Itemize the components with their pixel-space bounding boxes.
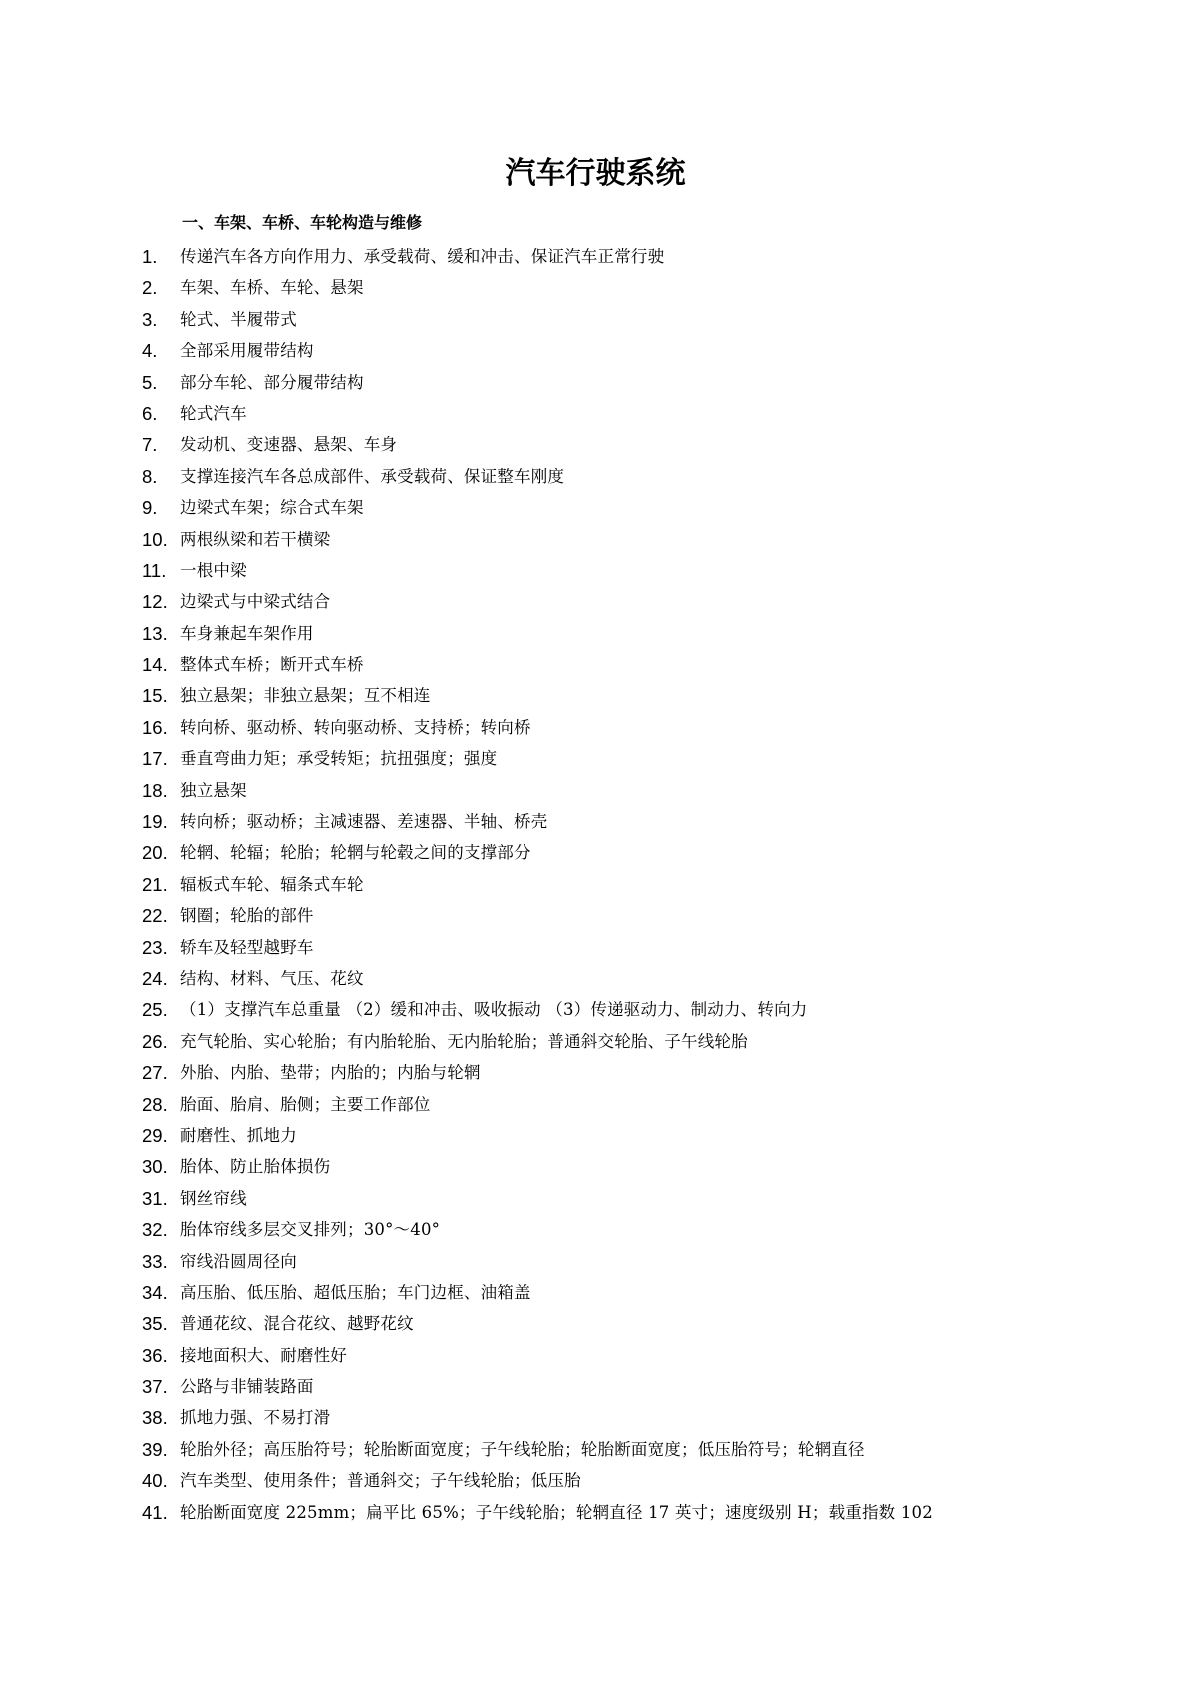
item-text: 独立悬架 xyxy=(180,780,247,800)
item-number: 4. xyxy=(142,340,158,362)
list-item xyxy=(142,1308,1142,1339)
item-number: 14. xyxy=(142,654,168,676)
item-text: 辐板式车轮、辐条式车轮 xyxy=(180,874,364,894)
item-number: 28. xyxy=(142,1093,168,1115)
item-text: 钢丝帘线 xyxy=(180,1188,247,1208)
item-text: 独立悬架；非独立悬架；互不相连 xyxy=(180,686,431,706)
list-item xyxy=(142,963,1142,994)
item-number: 39. xyxy=(142,1438,168,1460)
list-item xyxy=(142,1183,1142,1214)
item-number: 21. xyxy=(142,873,168,895)
item-number: 25. xyxy=(142,999,168,1021)
item-number: 35. xyxy=(142,1313,168,1335)
item-number: 17. xyxy=(142,748,168,770)
item-text: 转向桥、驱动桥、转向驱动桥、支持桥；转向桥 xyxy=(180,717,531,737)
item-number: 11. xyxy=(142,559,167,581)
item-number: 20. xyxy=(142,842,168,864)
item-number: 34. xyxy=(142,1281,168,1303)
list-item xyxy=(142,1277,1142,1308)
item-number: 32. xyxy=(142,1219,168,1241)
item-number: 10. xyxy=(142,528,168,550)
item-text: 边梁式与中梁式结合 xyxy=(180,592,331,612)
item-text: 钢圈；轮胎的部件 xyxy=(180,906,314,926)
item-number: 15. xyxy=(142,685,168,707)
item-text: 轮胎断面宽度 225mm；扁平比 65%；子午线轮胎；轮辋直径 17 英寸；速度级别 H；载重指数 102 xyxy=(180,1502,933,1522)
item-number: 22. xyxy=(142,905,168,927)
list-item xyxy=(142,304,1142,335)
list-item xyxy=(142,1026,1142,1057)
item-number: 1. xyxy=(142,246,158,267)
item-number: 36. xyxy=(142,1344,168,1366)
item-number: 29. xyxy=(142,1124,168,1146)
item-text: 汽车类型、使用条件；普通斜交；子午线轮胎；低压胎 xyxy=(180,1471,581,1491)
list-item xyxy=(142,461,1142,492)
item-text: 胎面、胎肩、胎侧；主要工作部位 xyxy=(180,1094,431,1114)
item-number: 13. xyxy=(142,622,168,644)
list-item xyxy=(142,1402,1142,1433)
item-number: 2. xyxy=(142,277,158,299)
item-text: 轮式汽车 xyxy=(180,403,247,423)
list-item xyxy=(142,1151,1142,1182)
item-text: 轮胎外径；高压胎符号；轮胎断面宽度；子午线轮胎；轮胎断面宽度；低压胎符号；轮辋直径 xyxy=(180,1439,865,1459)
list-item xyxy=(142,869,1142,900)
list-item xyxy=(142,743,1142,774)
item-text: 胎体、防止胎体损伤 xyxy=(180,1157,331,1177)
answer-list xyxy=(142,241,1142,1528)
item-text: 转向桥；驱动桥；主减速器、差速器、半轴、桥壳 xyxy=(180,812,548,832)
list-item xyxy=(142,1214,1142,1245)
list-item xyxy=(142,335,1142,366)
list-item xyxy=(142,272,1142,303)
list-item xyxy=(142,1371,1142,1402)
item-text: 胎体帘线多层交叉排列；30°～40° xyxy=(180,1220,441,1240)
item-text: 结构、材料、气压、花纹 xyxy=(180,968,364,988)
item-number: 33. xyxy=(142,1250,168,1272)
item-number: 37. xyxy=(142,1376,168,1398)
item-number: 23. xyxy=(142,936,168,958)
item-text: 支撑连接汽车各总成部件、承受载荷、保证整车刚度 xyxy=(180,466,565,486)
item-text: 传递汽车各方向作用力、承受载荷、缓和冲击、保证汽车正常行驶 xyxy=(180,247,665,266)
item-text: 轿车及轻型越野车 xyxy=(180,937,314,957)
item-text: 耐磨性、抓地力 xyxy=(180,1125,297,1145)
item-number: 38. xyxy=(142,1407,168,1429)
item-text: （1）支撑汽车总重量 （2）缓和冲击、吸收振动 （3）传递驱动力、制动力、转向力 xyxy=(180,1000,808,1020)
item-number: 31. xyxy=(142,1187,168,1209)
list-item xyxy=(142,680,1142,711)
list-item xyxy=(142,1057,1142,1088)
item-number: 16. xyxy=(142,716,168,738)
item-number: 41. xyxy=(142,1501,168,1523)
list-item xyxy=(142,524,1142,555)
list-item xyxy=(142,1120,1142,1151)
item-number: 24. xyxy=(142,967,168,989)
item-text: 一根中梁 xyxy=(180,560,247,580)
item-text: 两根纵梁和若干横梁 xyxy=(180,529,331,549)
list-item xyxy=(142,1434,1142,1465)
list-item xyxy=(142,429,1142,460)
list-item xyxy=(142,241,1142,272)
item-text: 接地面积大、耐磨性好 xyxy=(180,1345,347,1365)
item-text: 车身兼起车架作用 xyxy=(180,623,314,643)
list-item xyxy=(142,1089,1142,1120)
item-number: 18. xyxy=(142,779,168,801)
list-item xyxy=(142,367,1142,398)
item-number: 8. xyxy=(142,465,158,487)
list-item xyxy=(142,900,1142,931)
item-number: 40. xyxy=(142,1470,168,1492)
item-text: 帘线沿圆周径向 xyxy=(180,1251,297,1271)
list-item xyxy=(142,1497,1142,1528)
item-text: 充气轮胎、实心轮胎；有内胎轮胎、无内胎轮胎；普通斜交轮胎、子午线轮胎 xyxy=(180,1031,748,1051)
item-text: 边梁式车架；综合式车架 xyxy=(180,498,364,518)
item-text: 车架、车桥、车轮、悬架 xyxy=(180,278,364,298)
item-number: 12. xyxy=(142,591,168,613)
list-item xyxy=(142,1340,1142,1371)
list-item xyxy=(142,555,1142,586)
item-number: 3. xyxy=(142,308,158,330)
list-item xyxy=(142,649,1142,680)
item-text: 发动机、变速器、悬架、车身 xyxy=(180,435,398,455)
item-number: 30. xyxy=(142,1156,168,1178)
list-item xyxy=(142,994,1142,1025)
item-number: 5. xyxy=(142,371,158,393)
list-item xyxy=(142,806,1142,837)
item-text: 轮式、半履带式 xyxy=(180,309,297,329)
document-title: 汽车行驶系统 xyxy=(505,156,686,191)
list-item xyxy=(142,932,1142,963)
item-number: 19. xyxy=(142,811,168,833)
item-text: 全部采用履带结构 xyxy=(180,341,314,361)
item-number: 6. xyxy=(142,402,158,424)
section-heading: 一、车架、车桥、车轮构造与维修 xyxy=(182,213,423,232)
item-number: 7. xyxy=(142,434,158,456)
item-text: 公路与非铺装路面 xyxy=(180,1377,314,1397)
item-text: 普通花纹、混合花纹、越野花纹 xyxy=(180,1314,414,1334)
list-item xyxy=(142,618,1142,649)
item-text: 整体式车桥；断开式车桥 xyxy=(180,655,364,675)
item-text: 外胎、内胎、垫带；内胎的；内胎与轮辋 xyxy=(180,1063,481,1083)
list-item xyxy=(142,837,1142,868)
item-number: 26. xyxy=(142,1030,168,1052)
list-item xyxy=(142,775,1142,806)
item-number: 9. xyxy=(142,497,158,519)
item-number: 27. xyxy=(142,1062,168,1084)
list-item xyxy=(142,1246,1142,1277)
item-text: 轮辋、轮辐；轮胎；轮辋与轮毂之间的支撑部分 xyxy=(180,843,531,863)
item-text: 高压胎、低压胎、超低压胎；车门边框、油箱盖 xyxy=(180,1282,531,1302)
list-item xyxy=(142,398,1142,429)
item-text: 抓地力强、不易打滑 xyxy=(180,1408,331,1428)
list-item xyxy=(142,492,1142,523)
item-text: 垂直弯曲力矩；承受转矩；抗扭强度；强度 xyxy=(180,749,498,769)
list-item xyxy=(142,1465,1142,1496)
list-item xyxy=(142,712,1142,743)
list-item xyxy=(142,586,1142,617)
item-text: 部分车轮、部分履带结构 xyxy=(180,372,364,392)
